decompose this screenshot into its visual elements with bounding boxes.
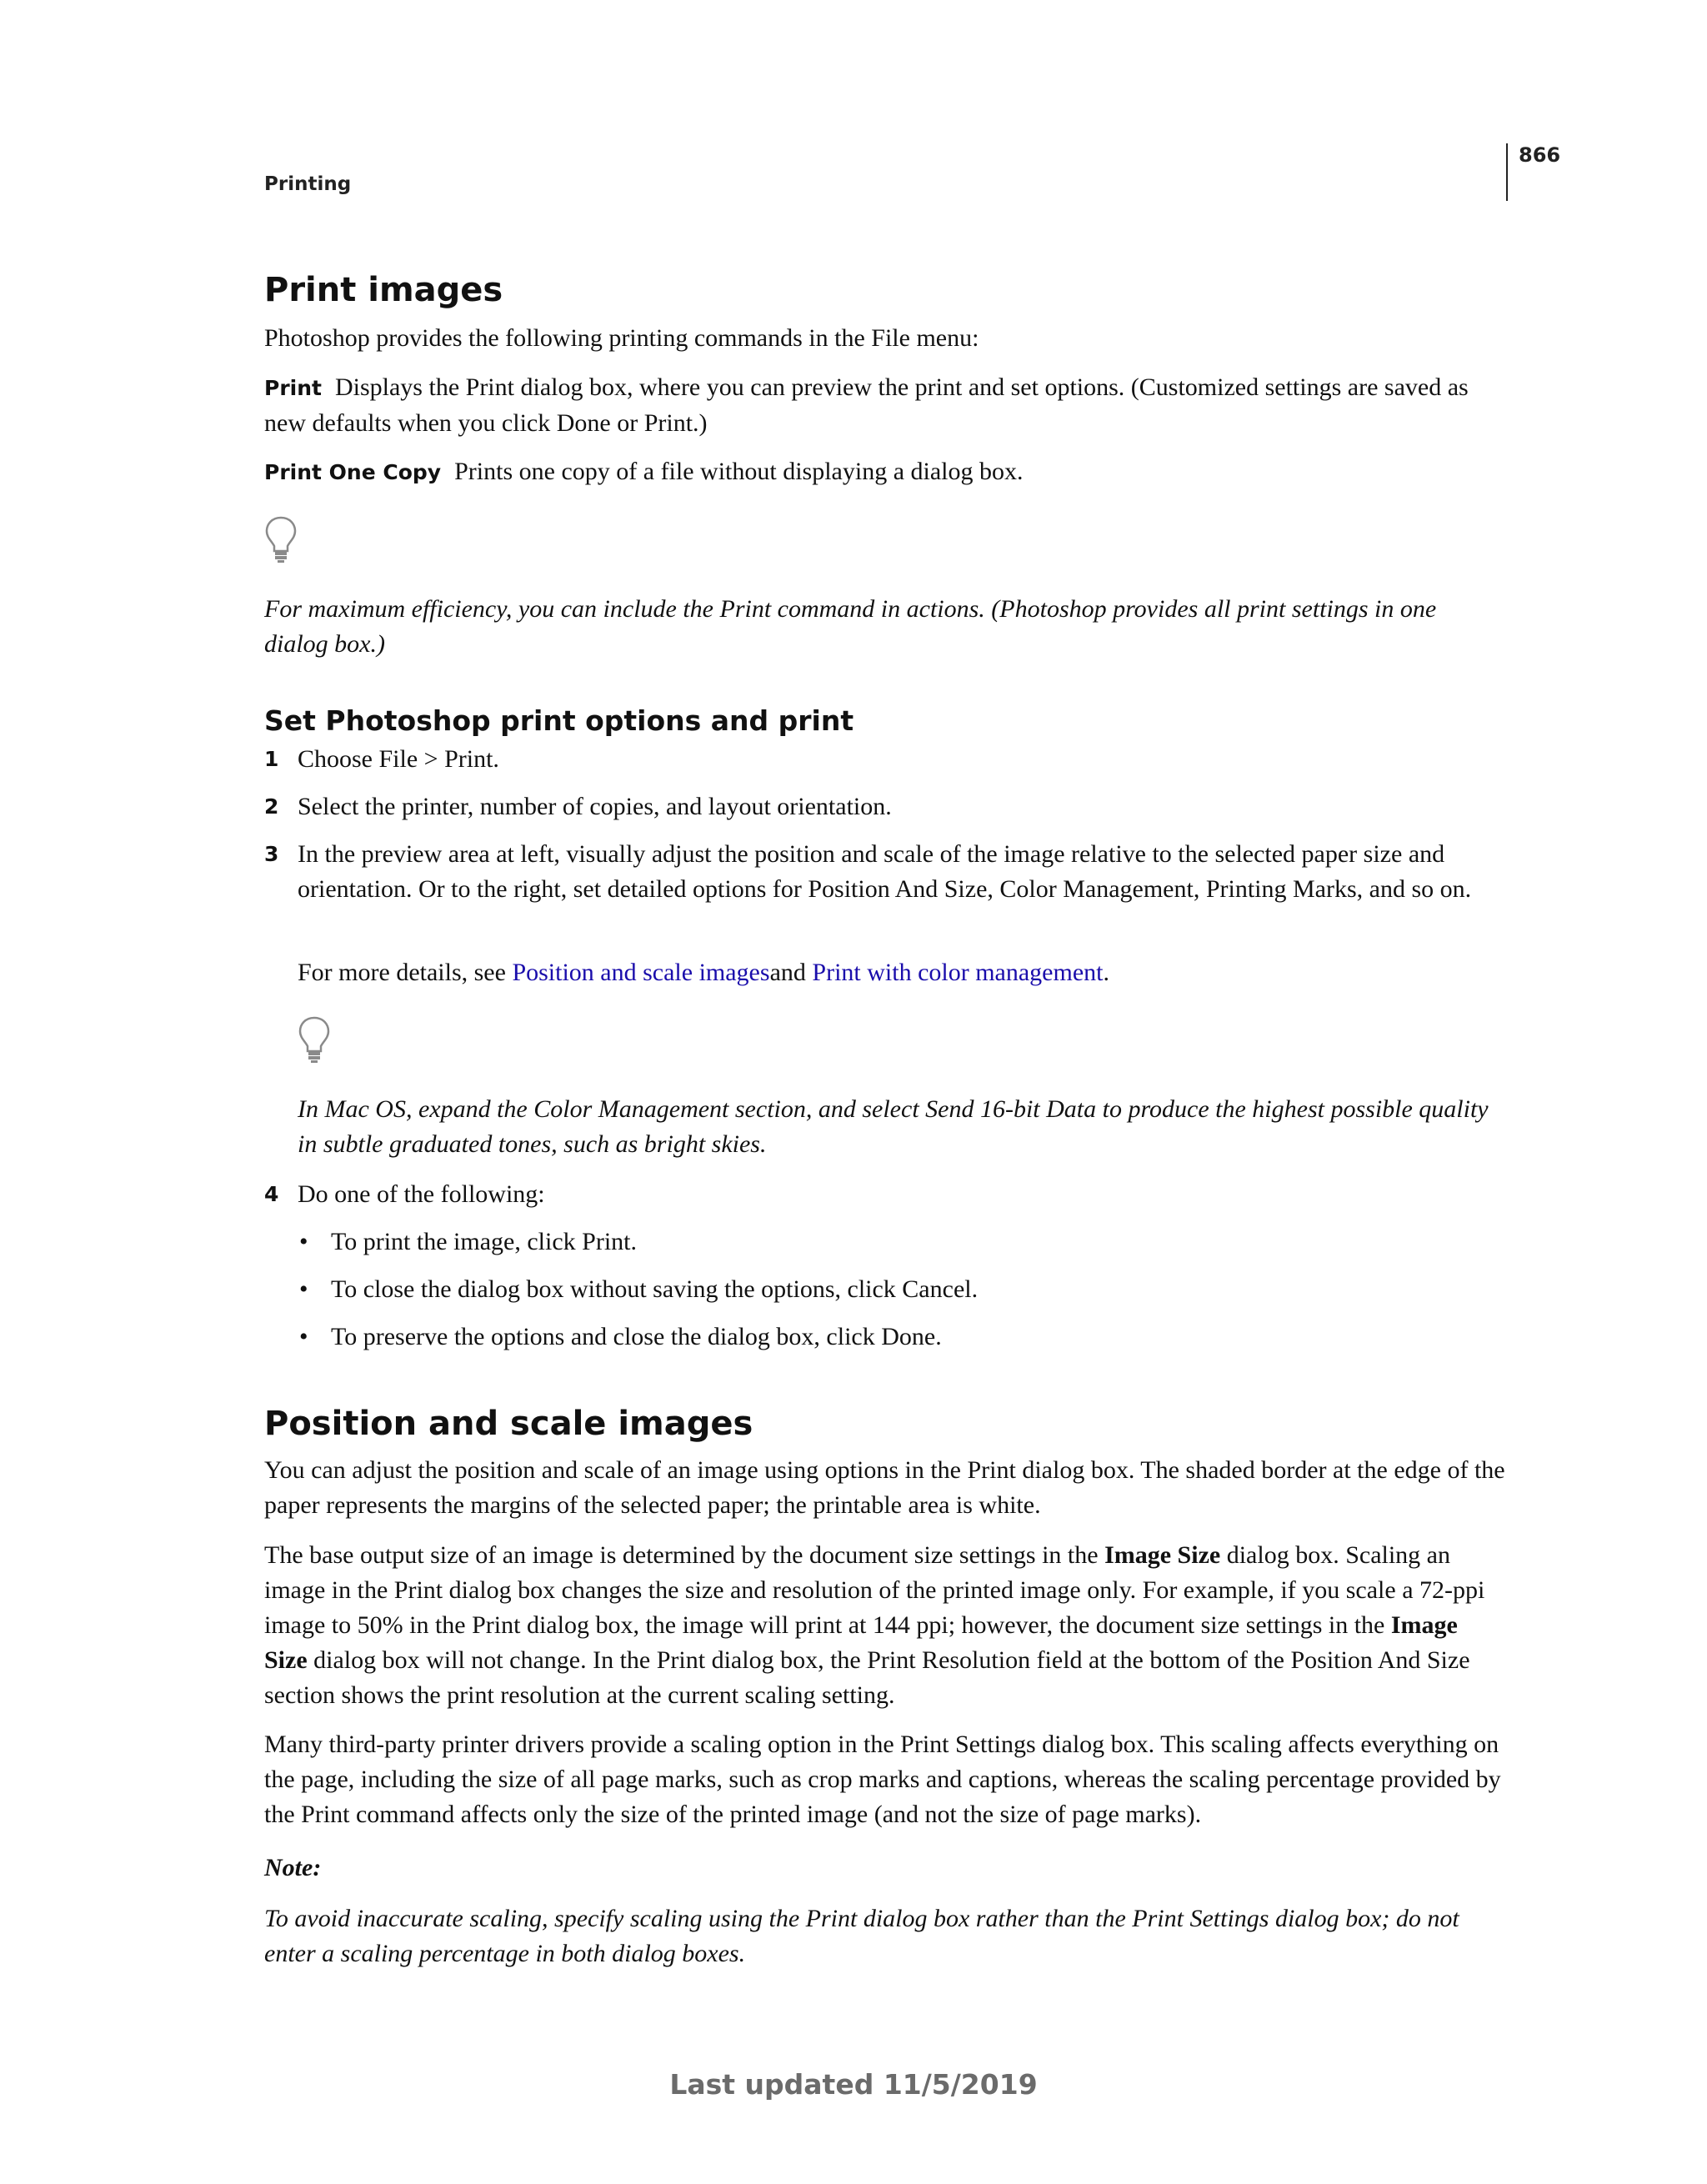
heading-set-print-options: Set Photoshop print options and print [264,704,854,737]
step-item [264,742,1506,777]
tip-actions: For maximum efficiency, you can include the Print command in actions. (Photoshop provides all print settings in one dialog box.) [264,595,1437,658]
bullet-marker: • [299,1323,308,1350]
p2-text: The base output size of an image is determined by the document size settings in the [264,1541,1105,1569]
details-prefix: For more details, see [298,959,513,986]
tip-mac-os: In Mac OS, expand the Color Management section, and select Send 16-bit Data to produce the highest possible quality in subtle graduated tones, such as bright skies. [298,1095,1489,1158]
details-middle: and [769,959,813,986]
details-suffix: . [1103,959,1109,986]
bullet-item [264,1272,1506,1307]
bullet-text: To print the image, click Print. [331,1228,637,1255]
running-header-section: Printing [264,173,352,195]
link-position-and-scale[interactable]: Position and scale images [512,959,770,986]
step-text: Choose File > Print. [298,745,499,773]
command-term: Print [264,376,322,400]
header-rule [1506,143,1508,201]
p2-bold: Image Size [1104,1541,1221,1569]
footer-last-updated: Last updated 11/5/2019 [669,2068,1038,2101]
bullet-item [264,1225,1506,1260]
position-scale-p3: Many third-party printer drivers provide a scaling option in the Print Settings dialog box. This scaling affects everything on the page, including the size of all page marks, such as crop marks and captions, whereas the scaling percentage provided by the Print command affects only the size of the printed image (and not the size of page marks). [264,1731,1501,1828]
bullet-item [264,1320,1506,1355]
link-print-color-management[interactable]: Print with color management [812,959,1104,986]
step-number: 2 [264,794,279,819]
print-images-intro: Photoshop provides the following printing commands in the File menu: [264,324,979,352]
note-text: To avoid inaccurate scaling, specify scaling using the Print dialog box rather than the Print Settings dialog box; do not enter a scaling percentage in both dialog boxes. [264,1905,1459,1967]
bullet-marker: • [299,1228,308,1255]
step-text: In the preview area at left, visually adjust the position and scale of the image relative to the selected paper size and orientation. Or to the right, set detailed options for Position And Size, Color Management, Printing Marks, and so on. [298,840,1472,903]
step-text: Do one of the following: [298,1180,545,1208]
position-scale-p1: You can adjust the position and scale of an image using options in the Print dialog box. The shaded border at the edge of the paper represents the margins of the selected paper; the printable area is white. [264,1456,1505,1519]
p2-text: dialog box. Scaling an image in the Print dialog box changes the size and resolution of the printed image only. For example, if you scale a 72-ppi image to 50% in the Print dialog box, the image will print at 144 ppi; however, the document size settings in the [264,1541,1485,1639]
step-item [264,789,1506,824]
step-text: Select the printer, number of copies, and layout orientation. [298,793,892,820]
command-print-one-copy [264,454,1506,490]
step-item [264,837,1506,942]
note-label: Note: [264,1854,322,1881]
bullet-marker: • [299,1275,308,1303]
bullet-text: To preserve the options and close the dialog box, click Done. [331,1323,942,1350]
position-scale-p2 [264,1538,1506,1713]
command-print [264,370,1506,441]
bullet-text: To close the dialog box without saving the options, click Cancel. [331,1275,979,1303]
heading-position-scale: Position and scale images [264,1405,753,1443]
step-item [264,1177,1506,1212]
command-desc: Displays the Print dialog box, where you can preview the print and set options. (Customized settings are saved as new defaults when you click Done or Print.) [264,373,1469,437]
lightbulb-icon [298,1015,331,1064]
heading-print-images: Print images [264,271,503,309]
step-number: 4 [264,1182,279,1206]
p2-bold: Image Size [264,1611,1458,1674]
step-number: 1 [264,747,279,771]
command-term: Print One Copy [264,460,442,484]
page-number: 866 [1519,143,1561,167]
lightbulb-icon [264,515,298,564]
p2-text: dialog box will not change. In the Print dialog box, the Print Resolution field at the bottom of the Position And Size section shows the print resolution at the current scaling setting. [264,1646,1470,1709]
details-line [298,955,1506,990]
step-number: 3 [264,842,279,866]
command-desc: Prints one copy of a file without displaying a dialog box. [454,458,1024,485]
